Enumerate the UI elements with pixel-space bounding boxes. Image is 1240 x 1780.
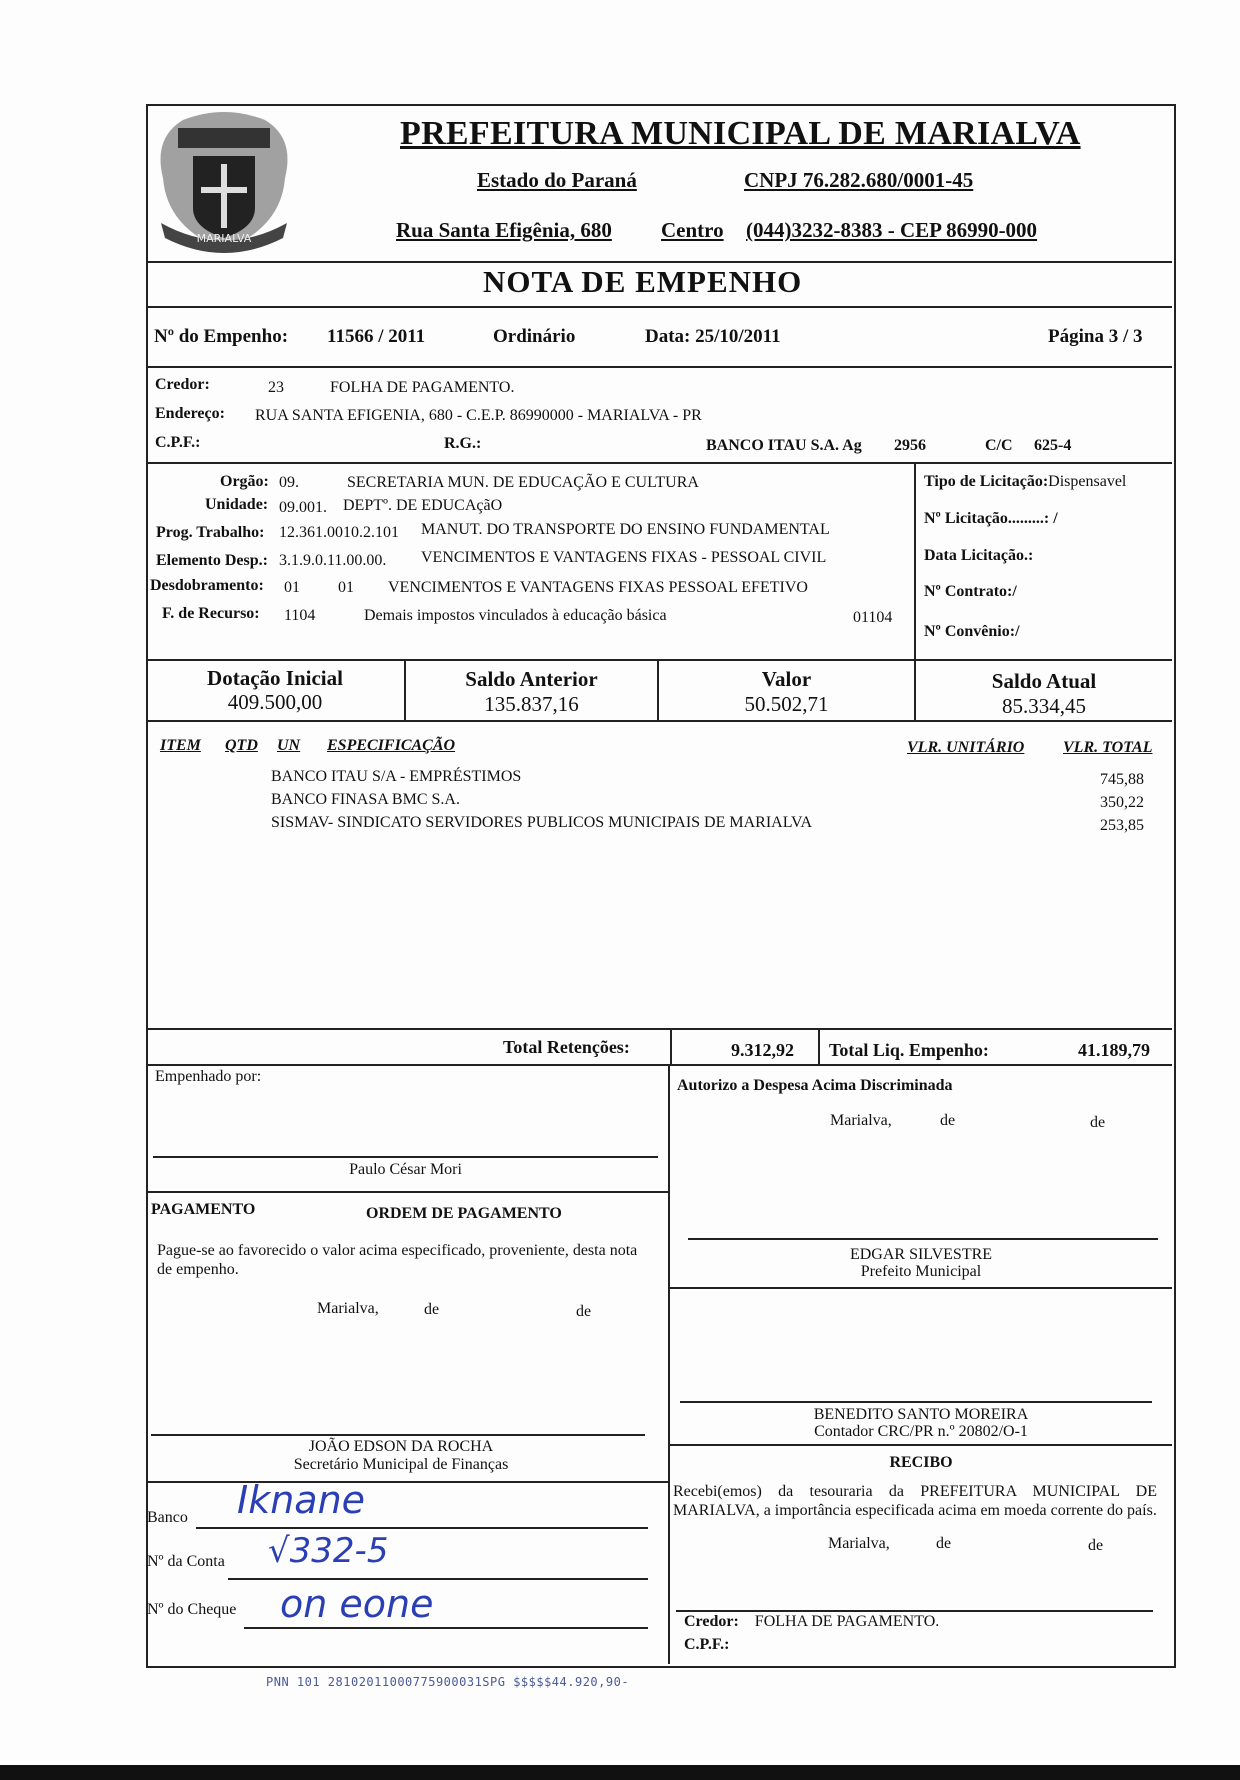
item-row-desc: BANCO ITAU S/A - EMPRÉSTIMOS xyxy=(271,768,522,785)
cc-label: C/C xyxy=(985,437,1013,454)
recibo-city: Marialva, xyxy=(828,1535,890,1552)
desd-code-1: 01 xyxy=(284,579,300,596)
page-number: Página 3 / 3 xyxy=(1048,326,1143,347)
banco-label: Banco xyxy=(147,1509,188,1526)
pagamento-label: PAGAMENTO xyxy=(151,1201,256,1218)
scan-edge xyxy=(0,1765,1240,1780)
recibo-credor-label: Credor: xyxy=(684,1613,739,1630)
state-name: Estado do Paraná xyxy=(477,168,637,192)
rg-label: R.G.: xyxy=(444,435,482,452)
valor-label: Valor xyxy=(761,667,812,691)
prog-code: 12.361.0010.2.101 xyxy=(279,524,399,541)
recibo-cpf-label: C.P.F.: xyxy=(684,1636,730,1653)
empenho-type: Ordinário xyxy=(493,326,576,347)
prog-label: Prog. Trabalho: xyxy=(156,524,265,541)
convenio-number: Nº Convênio:/ xyxy=(924,623,1020,640)
desd-code-2: 01 xyxy=(338,579,354,596)
item-row-total: 350,22 xyxy=(1100,794,1144,811)
unidade-name: DEPTº. DE EDUCAçãO xyxy=(343,497,503,514)
bank-name: BANCO ITAU S.A. Ag xyxy=(706,437,862,454)
col-total-value: VLR. TOTAL xyxy=(1063,739,1153,756)
district: Centro xyxy=(661,218,724,242)
empenhado-name: Paulo César Mori xyxy=(349,1161,462,1178)
liquido-value: 41.189,79 xyxy=(1078,1040,1150,1060)
item-row-desc: SISMAV- SINDICATO SERVIDORES PUBLICOS MUNICIPAIS DE MARIALVA xyxy=(271,814,813,831)
orgao-code: 09. xyxy=(279,474,299,491)
recibo-text: Recebi(emos) da tesouraria da PREFEITURA MUNICIPAL DE MARIALVA, a importância especificada acima em moeda corrente do país. xyxy=(673,1483,1157,1519)
empenho-date: Data: 25/10/2011 xyxy=(645,326,781,347)
col-unit-value: VLR. UNITÁRIO xyxy=(907,739,1025,756)
dotacao-label: Dotação Inicial xyxy=(207,666,343,690)
conta-handwritten-value: √332-5 xyxy=(268,1531,389,1571)
recurso-code-2: 01104 xyxy=(853,609,893,626)
cc-number: 625-4 xyxy=(1034,437,1072,454)
cnpj: CNPJ 76.282.680/0001-45 xyxy=(744,168,974,192)
liquido-label: Total Liq. Empenho: xyxy=(829,1040,989,1060)
recibo-credor xyxy=(684,1613,939,1631)
pagamento-text: Pague-se ao favorecido o valor acima especificado, proveniente, desta nota de empenho. xyxy=(157,1242,638,1278)
licitacao-number: Nº Licitação.........: / xyxy=(924,510,1058,527)
valor-value: 50.502,71 xyxy=(744,692,829,716)
autorizo-de-2: de xyxy=(1090,1114,1106,1131)
col-un: UN xyxy=(277,737,301,754)
autorizo-signer-role: Prefeito Municipal xyxy=(860,1263,982,1280)
bank-agency: 2956 xyxy=(894,437,926,454)
saldo-atual-label: Saldo Atual xyxy=(991,669,1097,693)
elem-name: VENCIMENTOS E VANTAGENS FIXAS - PESSOAL CIVIL xyxy=(421,549,827,566)
pagamento-city: Marialva, xyxy=(317,1300,379,1317)
col-item: ITEM xyxy=(160,737,201,754)
item-row-total: 253,85 xyxy=(1100,817,1144,834)
street-address: Rua Santa Efigênia, 680 xyxy=(396,218,612,242)
prog-name: MANUT. DO TRANSPORTE DO ENSINO FUNDAMENTAL xyxy=(421,521,830,538)
unidade-code: 09.001. xyxy=(279,499,327,516)
conta-label: Nº da Conta xyxy=(147,1553,225,1570)
retencoes-label: Total Retenções: xyxy=(503,1037,630,1057)
col-espec: ESPECIFICAÇÃO xyxy=(327,737,456,754)
recibo-de-2: de xyxy=(1088,1537,1104,1554)
recurso-name: Demais impostos vinculados à educação básica xyxy=(364,607,667,624)
pagamento-de-1: de xyxy=(424,1301,440,1318)
desd-label: Desdobramento: xyxy=(150,577,264,594)
coat-of-arms-icon xyxy=(153,108,295,258)
contrato-number: Nº Contrato:/ xyxy=(924,583,1017,600)
recurso-label: F. de Recurso: xyxy=(162,605,260,622)
retencoes-value: 9.312,92 xyxy=(731,1040,794,1060)
saldo-anterior-value: 135.837,16 xyxy=(484,692,579,716)
credor-address: RUA SANTA EFIGENIA, 680 - C.E.P. 86990000 - MARIALVA - PR xyxy=(255,407,702,424)
credor-label: Credor: xyxy=(155,376,210,393)
crest-text: MARIALVA xyxy=(196,232,252,245)
recibo-credor-name: FOLHA DE PAGAMENTO. xyxy=(754,1613,940,1630)
recibo-de-1: de xyxy=(936,1535,952,1552)
licitacao-type xyxy=(924,473,1126,491)
credor-code: 23 xyxy=(268,379,284,396)
unidade-label: Unidade: xyxy=(205,496,269,513)
recibo-title: RECIBO xyxy=(889,1454,953,1471)
col-qtd: QTD xyxy=(225,737,258,754)
contador-signer: BENEDITO SANTO MOREIRA xyxy=(813,1406,1029,1423)
empenhado-label: Empenhado por: xyxy=(155,1068,262,1085)
licitacao-type-value: Dispensavel xyxy=(1048,473,1127,490)
pagamento-signer: JOÃO EDSON DA ROCHA xyxy=(308,1438,494,1455)
dotacao-value: 409.500,00 xyxy=(227,690,323,714)
city-hall-title: PREFEITURA MUNICIPAL DE MARIALVA xyxy=(400,115,1081,152)
saldo-anterior-label: Saldo Anterior xyxy=(465,667,598,691)
document-title: NOTA DE EMPENHO xyxy=(483,264,803,299)
autorizo-title: Autorizo a Despesa Acima Discriminada xyxy=(677,1077,953,1094)
credor-name: FOLHA DE PAGAMENTO. xyxy=(330,379,515,396)
orgao-name: SECRETARIA MUN. DE EDUCAÇÃO E CULTURA xyxy=(347,474,699,491)
pagamento-signer-role: Secretário Municipal de Finanças xyxy=(293,1456,509,1473)
recurso-code: 1104 xyxy=(284,607,316,624)
address-label: Endereço: xyxy=(155,405,225,422)
cpf-label: C.P.F.: xyxy=(155,434,201,451)
footer-code: PNN 101 28102011000775900031SPG $$$$$44.920,90- xyxy=(266,1675,630,1689)
pagamento-de-2: de xyxy=(576,1303,592,1320)
licitacao-date: Data Licitação.: xyxy=(924,547,1034,564)
cheque-handwritten-value: on eone xyxy=(280,1582,434,1626)
empenho-label: Nº do Empenho: xyxy=(154,326,289,347)
autorizo-signer: EDGAR SILVESTRE xyxy=(849,1246,993,1263)
item-row-total: 745,88 xyxy=(1100,771,1144,788)
contador-role: Contador CRC/PR n.º 20802/O-1 xyxy=(814,1423,1028,1440)
saldo-atual-value: 85.334,45 xyxy=(1002,694,1086,718)
elem-label: Elemento Desp.: xyxy=(156,552,268,569)
phone-cep: (044)3232-8383 - CEP 86990-000 xyxy=(746,218,1038,242)
banco-handwritten-value: Iknane xyxy=(237,1478,366,1522)
empenho-number: 11566 / 2011 xyxy=(327,326,426,347)
elem-code: 3.1.9.0.11.00.00. xyxy=(279,552,387,569)
autorizo-de-1: de xyxy=(940,1112,956,1129)
orgao-label: Orgão: xyxy=(220,473,269,490)
ordem-pagamento-title: ORDEM DE PAGAMENTO xyxy=(366,1205,562,1222)
item-row-desc: BANCO FINASA BMC S.A. xyxy=(271,791,460,808)
cheque-label: Nº do Cheque xyxy=(147,1601,237,1618)
desd-name: VENCIMENTOS E VANTAGENS FIXAS PESSOAL EFETIVO xyxy=(388,579,808,596)
autorizo-city: Marialva, xyxy=(830,1112,892,1129)
licitacao-type-label: Tipo de Licitação: xyxy=(924,473,1049,490)
